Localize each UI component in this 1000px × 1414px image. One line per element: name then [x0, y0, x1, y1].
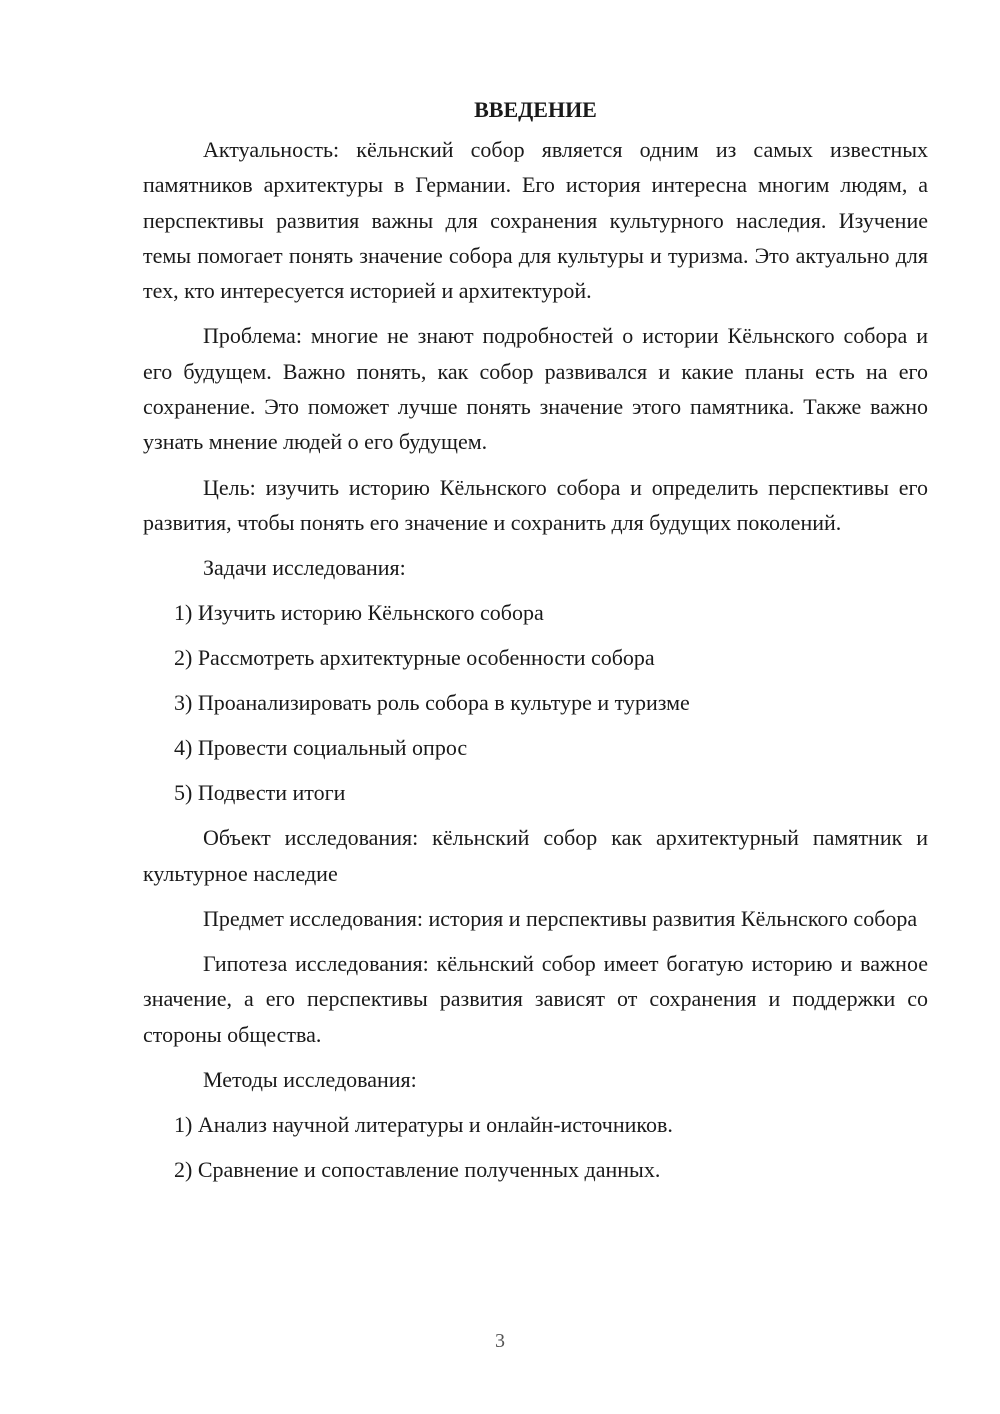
hypothesis-paragraph: Гипотеза исследования: кёльнский собор имеет богатую историю и важное значение, а его перспективы развития зависят от сохранения и поддержки со стороны общества. [143, 951, 928, 1047]
object-paragraph: Объект исследования: кёльнский собор как архитектурный памятник и культурное наследие [143, 825, 928, 886]
method-item: 1) Анализ научной литературы и онлайн-источников. [174, 1112, 673, 1138]
page-title: ВВЕДЕНИЕ [474, 97, 597, 122]
page-number: 3 [495, 1330, 505, 1352]
subject-paragraph: Предмет исследования: история и перспективы развития Кёльнского собора [203, 905, 918, 931]
methods-label: Методы исследования: [203, 1067, 417, 1093]
relevance-paragraph: Актуальность: кёльнский собор является одним из самых известных памятников архитектуры в Германии. Его история интересна многим людям, а перспективы развития важны для сохранения культурного наследия. Изучение темы помогает понять значение собора для культуры и туризма. Это актуально для тех, кто интересуется историей и архитектурой. [143, 137, 928, 304]
method-item: 2) Сравнение и сопоставление полученных данных. [174, 1157, 661, 1183]
task-item: 2) Рассмотреть архитектурные особенности собора [174, 645, 655, 671]
document-page [143, 90, 928, 1197]
problem-paragraph: Проблема: многие не знают подробностей о истории Кёльнского собора и его будущем. Важно понять, как собор развивался и какие планы есть на его сохранение. Это поможет лучше понять значение этого памятника. Также важно узнать мнение людей о его будущем. [143, 323, 928, 455]
task-item: 3) Проанализировать роль собора в культуре и туризме [174, 690, 690, 716]
task-item: 5) Подвести итоги [174, 780, 346, 806]
task-item: 1) Изучить историю Кёльнского собора [174, 600, 544, 626]
task-item: 4) Провести социальный опрос [174, 735, 468, 761]
tasks-label: Задачи исследования: [203, 555, 406, 581]
goal-paragraph: Цель: изучить историю Кёльнского собора и определить перспективы его развития, чтобы понять его значение и сохранить для будущих поколений. [143, 474, 928, 535]
